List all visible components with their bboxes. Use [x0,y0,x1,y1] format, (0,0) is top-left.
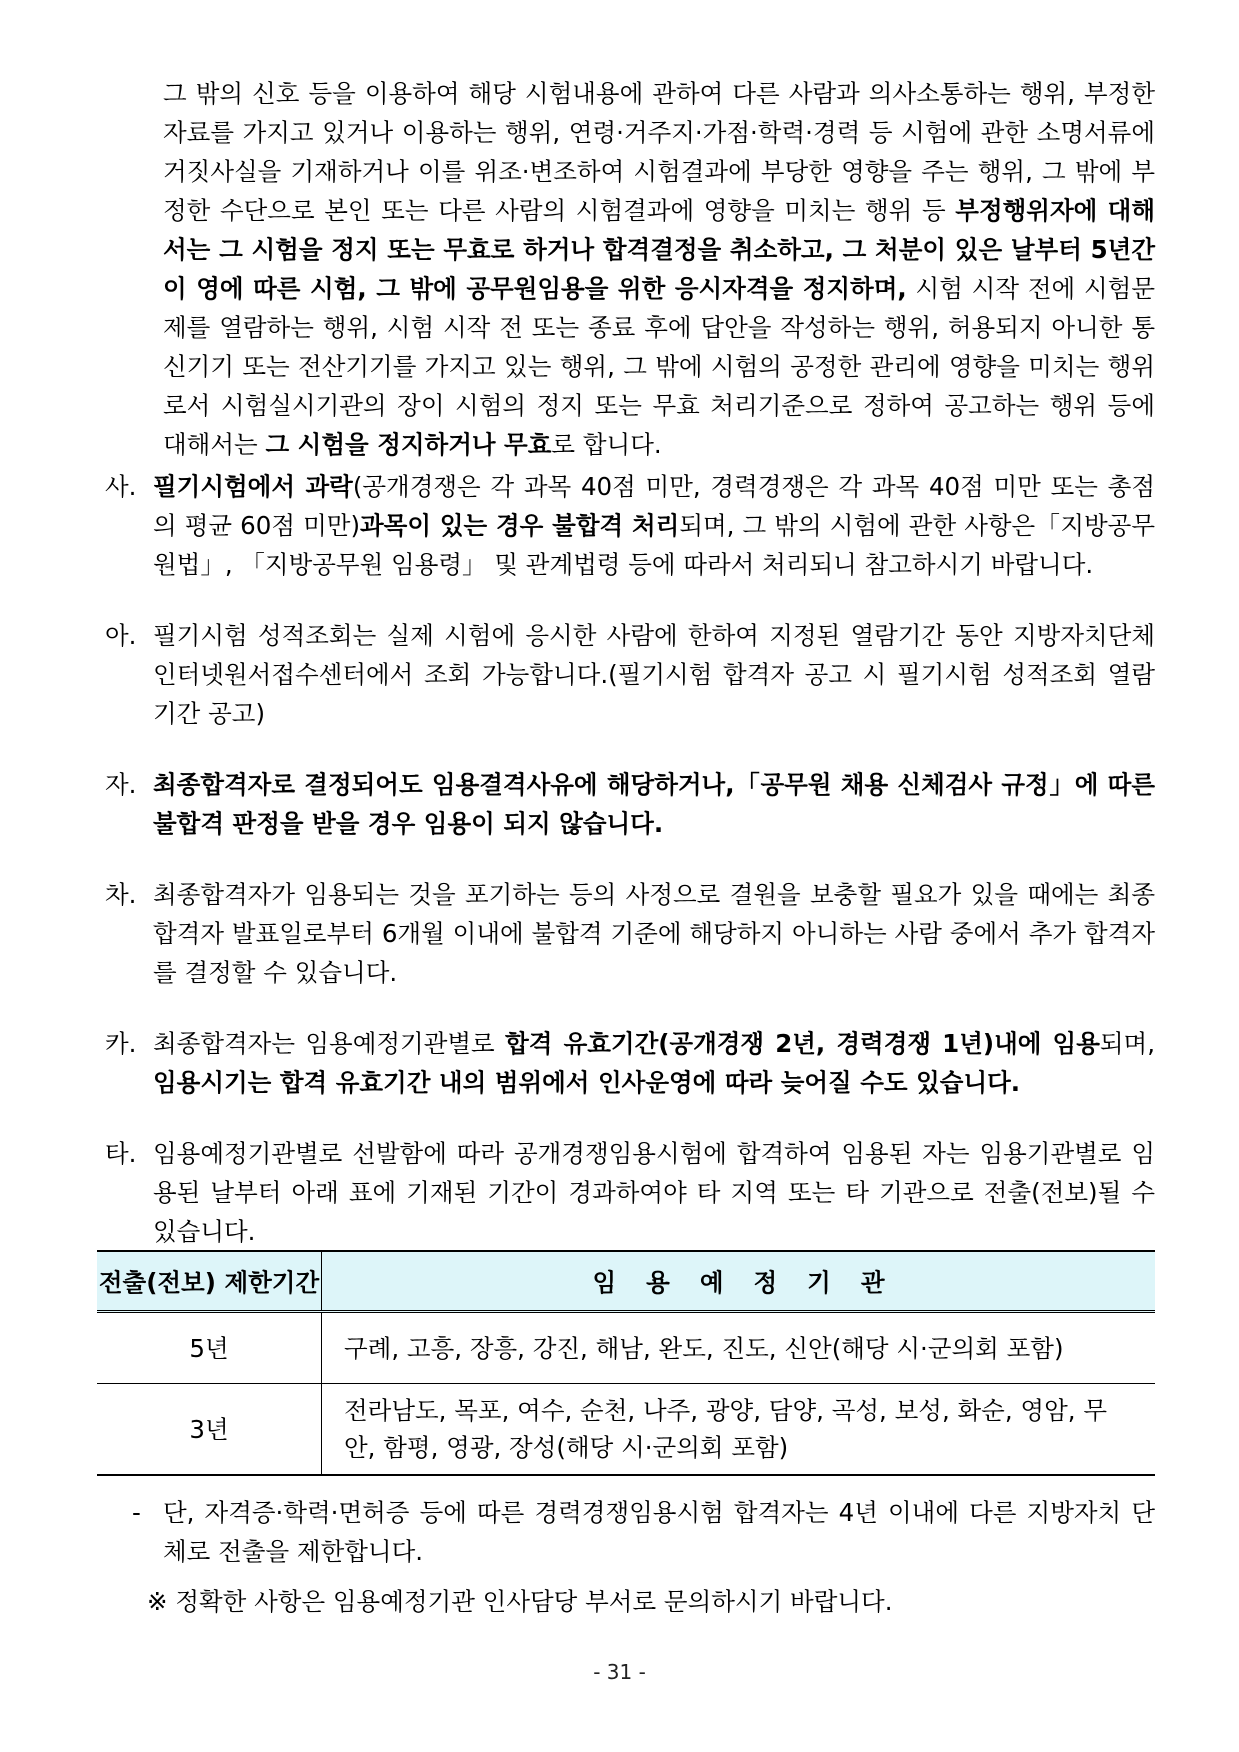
list-item-body [153,1024,1155,1102]
cell-agencies: 구례, 고흥, 장흥, 강진, 해남, 완도, 진도, 신안(해당 시·군의회 포함) [322,1312,1156,1384]
continued-paragraph [163,74,1155,464]
transfer-restriction-table [97,1250,1155,1476]
list-marker: 차. [105,880,137,909]
table-row [97,1312,1155,1384]
emphasis-text: 합격 유효기간(공개경쟁 2년, 경력경쟁 1년)내에 임용 [505,1029,1100,1058]
list-item-body: 필기시험 성적조회는 실제 시험에 응시한 사람에 한하여 지정된 열람기간 동안 지방자치단체 인터넷원서접수센터에서 조회 가능합니다.(필기시험 합격자 공고 시 필기시험 성적조회 열람 기간 공고) [153,621,1155,728]
cell-agencies: 전라남도, 목포, 여수, 순천, 나주, 광양, 담양, 곡성, 보성, 화순, 영암, 무안, 함평, 영광, 장성(해당 시·군의회 포함) [322,1384,1156,1476]
list-marker: 사. [105,472,137,501]
page-number: - 31 - [593,1660,646,1684]
paragraph-text: (공개경쟁은 각 과목 40점 미만, 경력경쟁은 각 과목 40점 미만 또는 총점의 평균 60점 미만) [153,472,1156,540]
note-dash-marker: - [132,1498,141,1527]
list-item-cha [105,875,1155,992]
header-period: 전출(전보) 제한기간 [97,1251,322,1312]
note-reference: ※ 정확한 사항은 임용예정기관 인사담당 부서로 문의하시기 바랍니다. [147,1587,893,1616]
list-marker: 타. [105,1139,137,1168]
header-agency: 임용예정기관 [322,1251,1156,1312]
emphasis-text: 부정행위자에 대해서는 그 시험을 정지 또는 무효로 하거나 합격결정을 취소하고, 그 처분이 있은 날부터 5년간 이 영에 따른 시험, 그 밖에 공무원임용을 위한 응시자격을 정지하며, [163,196,1155,303]
list-item-body [153,467,1155,584]
emphasis-text: 임용시기는 합격 유효기간 내의 범위에서 인사운영에 따라 늦어질 수도 있습니다. [153,1068,1021,1097]
emphasis-text: 과목이 있는 경우 불합격 처리 [360,511,680,540]
list-marker: 카. [105,1029,137,1058]
list-item-ja [105,765,1155,843]
table-row [97,1384,1155,1476]
paragraph-text: 시험 시작 전에 시험문제를 열람하는 행위, 시험 시작 전 또는 종료 후에 답안을 작성하는 행위, 허용되지 아니한 통신기기 또는 전산기기를 가지고 있는 행위, 그 밖에 시험의 공정한 관리에 영향을 미치는 행위로서 시험실시기관의 장이 시험의 정지 또는 무효 처리기준으로 정하여 공고하는 행위 등에 대해서는 [163,274,1155,459]
list-item-a [105,616,1155,733]
note-dash-text: 단, 자격증·학력·면허증 등에 따른 경력경쟁임용시험 합격자는 4년 이내에 다른 지방자치 단체로 전출을 제한합니다. [163,1498,1155,1566]
cell-period: 3년 [97,1384,322,1476]
paragraph-text: 로 합니다. [551,430,662,459]
list-item-body: 임용예정기관별로 선발함에 따라 공개경쟁임용시험에 합격하여 임용된 자는 임용기관별로 임용된 날부터 아래 표에 기재된 기간이 경과하여야 타 지역 또는 타 기관으로 전출(전보)될 수 있습니다. [153,1139,1155,1246]
list-marker: 아. [105,621,137,650]
paragraph-text: 최종합격자는 임용예정기관별로 [153,1029,506,1058]
paragraph-text: 되며, 그 밖의 시험에 관한 사항은「지방공무원법」, 「지방공무원 임용령」 및 관계법령 등에 따라서 처리되니 참고하시기 바랍니다. [153,511,1155,579]
paragraph-text: 그 밖의 신호 등을 이용하여 해당 시험내용에 관하여 다른 사람과 의사소통하는 행위, 부정한 자료를 가지고 있거나 이용하는 행위, 연령·거주지·가점·학력·경력 등 시험에 관한 소명서류에 거짓사실을 기재하거나 이를 위조·변조하여 시험결과에 부당한 영향을 주는 행위, 그 밖에 부정한 수단으로 본인 또는 다른 사람의 시험결과에 영향을 미치는 행위 등 [163,79,1155,225]
emphasis-text: 필기시험에서 과락 [153,472,353,501]
list-item-sa [105,467,1155,584]
list-item-body: 최종합격자가 임용되는 것을 포기하는 등의 사정으로 결원을 보충할 필요가 있을 때에는 최종합격자 발표일로부터 6개월 이내에 불합격 기준에 해당하지 아니하는 사람 중에서 추가 합격자를 결정할 수 있습니다. [153,880,1155,987]
paragraph-text: 되며, [1099,1029,1155,1058]
list-marker: 자. [105,770,137,799]
list-item-body: 최종합격자로 결정되어도 임용결격사유에 해당하거나,「공무원 채용 신체검사 규정」에 따른 불합격 판정을 받을 경우 임용이 되지 않습니다. [153,770,1155,838]
emphasis-text: 그 시험을 정지하거나 무효 [265,430,552,459]
table-header-row [97,1251,1155,1312]
cell-period: 5년 [97,1312,322,1384]
list-item-ka [105,1024,1155,1102]
list-item-ta [105,1134,1155,1251]
